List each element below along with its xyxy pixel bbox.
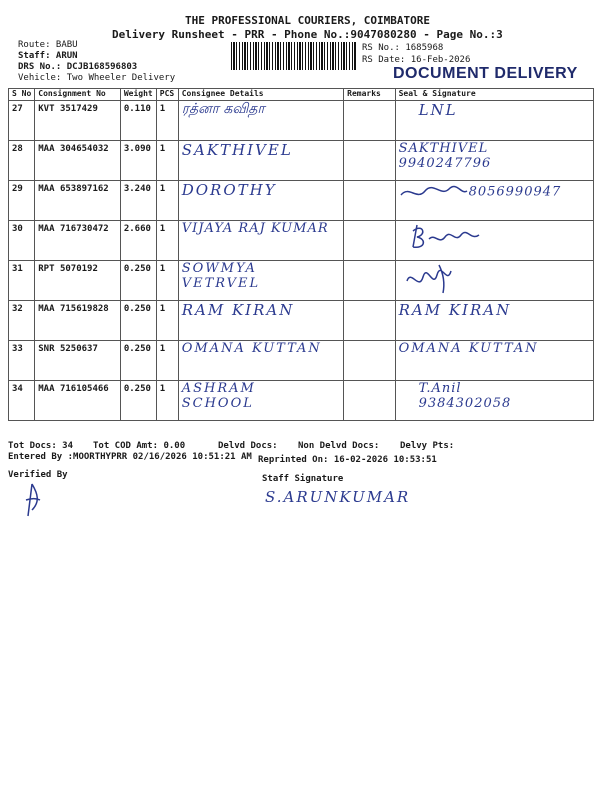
column-header: Seal & Signature (395, 89, 593, 101)
staff-label: Staff: ARUN (18, 51, 78, 61)
column-header: PCS (156, 89, 178, 101)
remarks (344, 381, 395, 421)
total-docs: Tot Docs: 34 (8, 441, 74, 451)
consignee-details: SOWMYA VETRVEL (181, 261, 261, 291)
remarks (344, 341, 395, 381)
route-label: Route: BABU (18, 40, 78, 50)
runsheet-subtitle: Delivery Runsheet - PRR - Phone No.:9047080280 - Page No.:3 (112, 28, 503, 41)
remarks (344, 261, 395, 301)
drs-number: DRS No.: DCJB168596803 (18, 62, 138, 72)
serial-number: 28 (9, 141, 35, 181)
seal-signature: RAM KIRAN (398, 301, 512, 319)
rs-date: RS Date: 16-Feb-2026 (362, 55, 471, 65)
consignee-details: ASHRAM SCHOOL (181, 381, 256, 411)
consignee-details: RAM KIRAN (181, 301, 295, 319)
serial-number: 30 (9, 221, 35, 261)
seal-signature: T.Anil 9384302058 (418, 381, 512, 411)
serial-number: 31 (9, 261, 35, 301)
staff-signature-name: S.ARUNKUMAR (265, 488, 411, 506)
seal-signature: 8056990947 (468, 184, 562, 200)
consignment-number: MAA 304654032 (35, 141, 121, 181)
table-row (9, 221, 594, 261)
entered-by: Entered By :MOORTHYPRR 02/16/2026 10:51:21 AM (8, 452, 252, 462)
barcode (231, 42, 356, 70)
weight: 2.660 (120, 221, 156, 261)
consignee-details: DOROTHY (181, 181, 277, 199)
verifier-signature (18, 480, 48, 520)
pieces: 1 (156, 341, 178, 381)
consignee-details: OMANA KUTTAN (181, 341, 322, 356)
column-header: S No (9, 89, 35, 101)
table-row (9, 141, 594, 181)
pieces: 1 (156, 101, 178, 141)
table-header-row (9, 89, 594, 101)
reprinted-on: Reprinted On: 16-02-2026 10:53:51 (258, 455, 437, 465)
remarks (344, 101, 395, 141)
remarks (344, 141, 395, 181)
seal-signature: LNL (418, 101, 458, 119)
remarks (344, 301, 395, 341)
serial-number: 34 (9, 381, 35, 421)
signature-scribble (399, 261, 469, 295)
serial-number: 29 (9, 181, 35, 221)
consignment-number: KVT 3517429 (35, 101, 121, 141)
weight: 0.250 (120, 381, 156, 421)
pieces: 1 (156, 181, 178, 221)
consignment-number: MAA 715619828 (35, 301, 121, 341)
pieces: 1 (156, 261, 178, 301)
document-type-title: DOCUMENT DELIVERY (393, 65, 578, 82)
serial-number: 33 (9, 341, 35, 381)
signature-scribble (399, 181, 469, 205)
rs-number: RS No.: 1685968 (362, 43, 444, 53)
weight: 0.250 (120, 341, 156, 381)
consignee-details: SAKTHIVEL (181, 141, 293, 159)
runsheet-table (8, 88, 594, 421)
column-header: Weight (120, 89, 156, 101)
table-row (9, 261, 594, 301)
consignee-details: ரத்னா கவிதா (181, 101, 265, 117)
pieces: 1 (156, 381, 178, 421)
consignment-number: RPT 5070192 (35, 261, 121, 301)
table-row (9, 181, 594, 221)
pieces: 1 (156, 141, 178, 181)
consignment-number: MAA 716105466 (35, 381, 121, 421)
table-row (9, 301, 594, 341)
remarks (344, 221, 395, 261)
table-row (9, 381, 594, 421)
signature-scribble (399, 221, 489, 251)
consignee-details: VIJAYA RAJ KUMAR (181, 221, 329, 236)
seal-signature: SAKTHIVEL 9940247796 (398, 141, 492, 171)
weight: 0.250 (120, 301, 156, 341)
pieces: 1 (156, 221, 178, 261)
seal-signature: OMANA KUTTAN (398, 341, 539, 356)
total-cod-amount: Tot COD Amt: 0.00 (93, 441, 186, 451)
weight: 3.240 (120, 181, 156, 221)
delivered-docs: Delvd Docs: (218, 441, 278, 451)
serial-number: 27 (9, 101, 35, 141)
staff-signature-label: Staff Signature (262, 474, 344, 484)
weight: 3.090 (120, 141, 156, 181)
remarks (344, 181, 395, 221)
consignment-number: MAA 716730472 (35, 221, 121, 261)
non-delivered-docs: Non Delvd Docs: (298, 441, 380, 451)
consignment-number: SNR 5250637 (35, 341, 121, 381)
delivery-points: Delvy Pts: (400, 441, 455, 451)
column-header: Consignee Details (178, 89, 343, 101)
weight: 0.250 (120, 261, 156, 301)
verified-by-label: Verified By (8, 470, 68, 480)
column-header: Consignment No (35, 89, 121, 101)
table-row (9, 341, 594, 381)
table-row (9, 101, 594, 141)
vehicle-label: Vehicle: Two Wheeler Delivery (18, 73, 176, 83)
consignment-number: MAA 653897162 (35, 181, 121, 221)
serial-number: 32 (9, 301, 35, 341)
pieces: 1 (156, 301, 178, 341)
company-name: THE PROFESSIONAL COURIERS, COIMBATORE (185, 14, 431, 27)
column-header: Remarks (344, 89, 395, 101)
weight: 0.110 (120, 101, 156, 141)
